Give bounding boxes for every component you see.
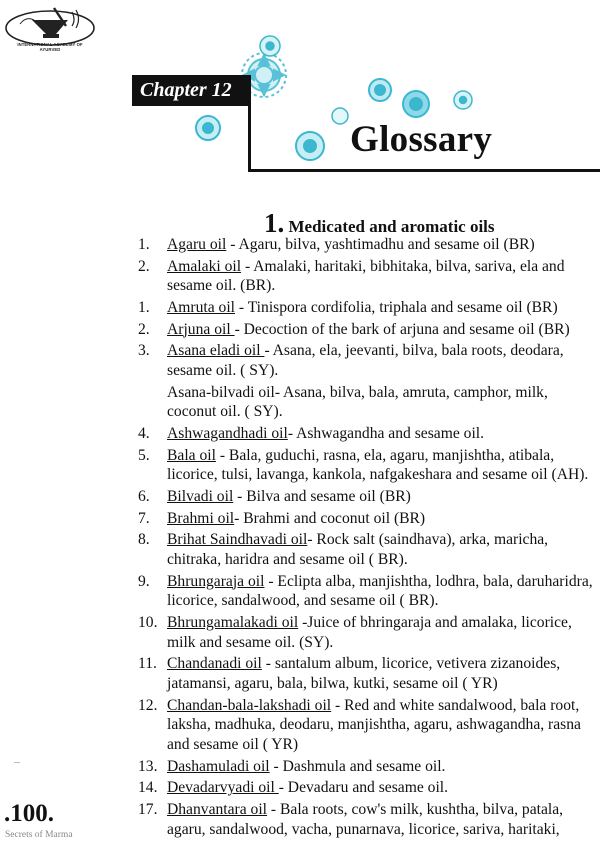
entry-description: - Agaru, bilva, yashtimadhu and sesame oil (BR) [226,236,535,253]
list-item [138,800,600,840]
list-item [138,487,600,507]
entry-number: 3. [138,342,150,360]
list-item [138,509,600,529]
entry-term: Amruta oil [167,298,235,316]
entry-content [167,572,600,612]
entry-content [167,424,600,444]
list-item [138,257,600,297]
chakra-small-icon [369,79,391,101]
entry-number: 13. [138,757,158,775]
entry-content [167,298,600,318]
list-item [138,298,600,318]
list-item [138,341,600,381]
entry-description: - Asana, ela, jeevanti, bilva, bala roots, deodara, sesame oil. ( SY). [167,342,564,379]
entry-number: 4. [138,424,150,442]
entry-description: - Devadaru and sesame oil. [278,779,449,797]
entry-content [167,757,600,777]
entry-term: Chandan-bala-lakshadi oil [167,696,332,714]
entry-content [167,800,600,840]
list-item [138,613,600,653]
entry-term: Agaru oil [167,236,227,253]
entry-content [167,446,600,486]
horizontal-rule [248,169,600,172]
entry-number: 10. [138,613,158,631]
entry-content [167,696,600,755]
chapter-label: Chapter 12 [132,75,250,106]
entry-term: Chandanadi oil [167,655,262,673]
list-item [138,530,600,570]
entry-number: 2. [138,320,150,338]
vertical-rule [248,75,251,172]
entry-description: - Bala roots, cow's milk, kushtha, bilva, patala, agaru, sandalwood, vacha, punarnava, licorice, sariva, haritaki, [167,801,564,838]
list-item [138,446,600,486]
entry-description: Asana-bilvadi oil- Asana, bilva, bala, amruta, camphor, milk, coconut oil. ( SY). [167,383,548,421]
entry-description: - Bilva and sesame oil (BR) [233,487,411,505]
chakra-top-icon [260,36,280,56]
entry-content [167,383,600,423]
glossary-list [138,235,600,841]
list-item [138,235,600,255]
entry-content [167,341,600,381]
entry-description: - Brahmi and coconut oil (BR) [234,509,426,527]
entry-term: Bhrungaraja oil [167,572,265,590]
chakra-left-icon [196,116,220,140]
entry-number: 5. [138,446,150,464]
entry-description: - Red and white sandalwood, bala root, laksha, madhuka, deodaru, manjishtha, agaru, ashwagandha, rasna and sesame oil ( YR) [167,696,581,754]
entry-description: - Rock salt (saindhava), arka, maricha, chitraka, haridra and sesame oil ( BR). [167,531,549,568]
list-item [138,778,600,798]
entry-number: 1. [138,236,150,253]
chakra-bottom-icon [296,132,324,160]
entry-term: Asana eladi oil [167,342,265,360]
margin-mark [14,762,20,763]
book-title: Secrets of Marma [5,830,73,840]
entry-content [167,235,600,255]
entry-number [138,383,167,423]
entry-description: -Juice of bhringaraja and amalaka, licorice, milk and sesame oil. (SY). [167,613,572,651]
list-item [138,572,600,612]
entry-number: 14. [138,779,158,797]
entry-content [167,530,600,570]
entry-term: Bilvadi oil [167,487,234,505]
list-item [138,424,600,444]
entry-content [167,654,600,694]
entry-term: Devadarvyadi oil [167,779,279,797]
entry-description: - Bala, guduchi, rasna, ela, agaru, manjishtha, atibala, licorice, tulsi, lavanga, kankola, nafgakeshara and sesame oil (AH). [167,446,589,484]
list-item [138,320,600,340]
entry-description: - Eclipta alba, manjishtha, lodhra, bala, daruharidra, licorice, sandalwood, and sesame oil ( BR). [167,572,593,610]
logo-text-line1: INTERNATIONAL ACADEMY OF [17,42,83,47]
entry-term: Bala oil [167,446,216,464]
chakra-mid-icon [332,108,348,124]
entry-content [167,613,600,653]
entry-term: Dhanvantara oil [167,801,268,819]
entry-number: 12. [138,696,158,714]
entry-content [167,778,600,798]
list-item [138,383,600,423]
entry-number: 17. [138,801,158,819]
entry-content [167,320,600,340]
section-number: 1. [264,208,285,238]
entry-term: Bhrungamalakadi oil [167,613,299,631]
entry-number: 8. [138,531,150,549]
entry-content [167,487,600,507]
entry-description: - Ashwagandha and sesame oil. [287,424,485,442]
section-title: Medicated and aromatic oils [288,217,495,236]
entry-number: 7. [138,509,150,527]
page-number: .100. [4,800,54,827]
entry-number: 11. [138,655,157,673]
entry-number: 9. [138,572,150,590]
entry-term: Amalaki oil [167,257,242,275]
entry-number: 2. [138,257,150,275]
entry-term: Arjuna oil [167,320,235,338]
logo-text-line2: AYURVED [39,47,61,52]
entry-description: - Tinispora cordifolia, triphala and sesame oil (BR) [235,298,558,316]
chakra-right-icon [403,91,429,117]
entry-term: Ashwagandhadi oil [167,424,288,442]
entry-term: Dashamuladi oil [167,757,270,775]
entry-description: - santalum album, licorice, vetivera zizanoides, jatamansi, agaru, bala, bilwa, kutki, sesame oil ( YR) [167,655,561,693]
entry-term: Brahmi oil [167,509,235,527]
list-item [138,757,600,777]
entry-number: 6. [138,487,150,505]
entry-number: 1. [138,298,150,316]
entry-description: - Dashmula and sesame oil. [269,757,446,775]
entry-content [167,509,600,529]
entry-content [167,257,600,297]
chakra-far-right-icon [454,91,472,109]
entry-description: - Amalaki, haritaki, bibhitaka, bilva, sariva, ela and sesame oil. (BR). [167,257,565,295]
entry-term: Brihat Saindhavadi oil [167,531,308,549]
entry-description: - Decoction of the bark of arjuna and sesame oil (BR) [234,320,570,338]
list-item [138,696,600,755]
page-title: Glossary [350,119,493,160]
list-item [138,654,600,694]
